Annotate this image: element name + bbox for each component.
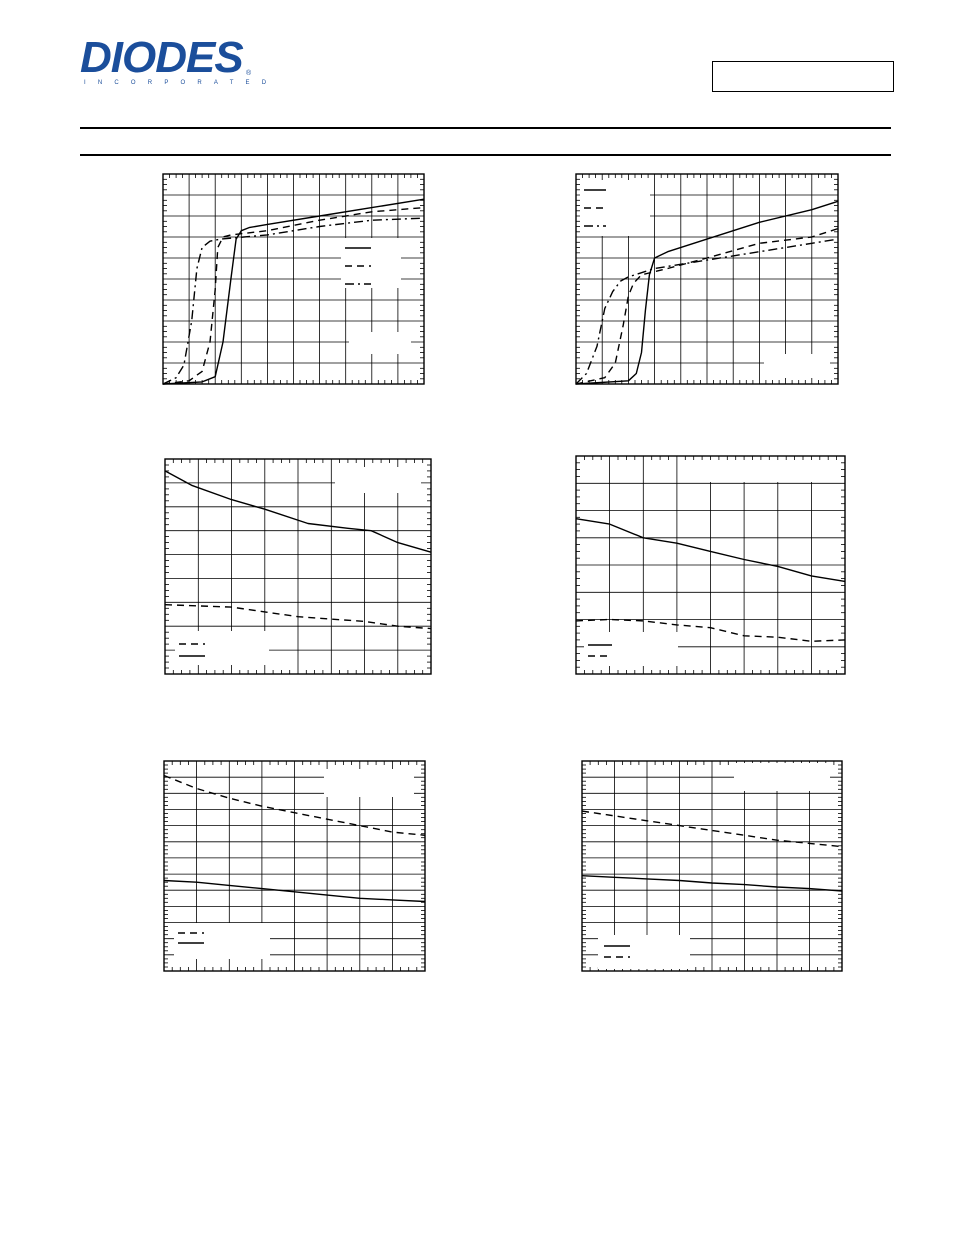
annotation-box: [584, 632, 678, 666]
part-number-box: [712, 61, 894, 92]
header-rule-top: [80, 127, 891, 129]
legend-box: [335, 467, 421, 493]
annotation-box: [174, 923, 270, 959]
annotation-box: [349, 332, 411, 354]
diodes-logo: [80, 33, 279, 90]
logo-wordmark: DIODES: [80, 33, 243, 82]
chart-2: [576, 174, 838, 384]
chart-5: [164, 761, 425, 971]
legend-box: [706, 460, 836, 482]
annotation-box: [764, 354, 830, 378]
legend-box: [324, 769, 414, 797]
chart-6: [582, 761, 842, 971]
legend-box: [734, 763, 830, 791]
legend-box: [341, 238, 401, 288]
chart-3: [165, 459, 431, 674]
annotation-box: [598, 935, 690, 969]
logo-registered-mark: ®: [246, 70, 252, 77]
chart-4: [576, 456, 845, 674]
chart-1: [163, 174, 424, 384]
header-rule-bottom: [80, 154, 891, 156]
logo-subtext: INCORPORATED: [84, 80, 279, 86]
annotation-box: [175, 631, 269, 665]
